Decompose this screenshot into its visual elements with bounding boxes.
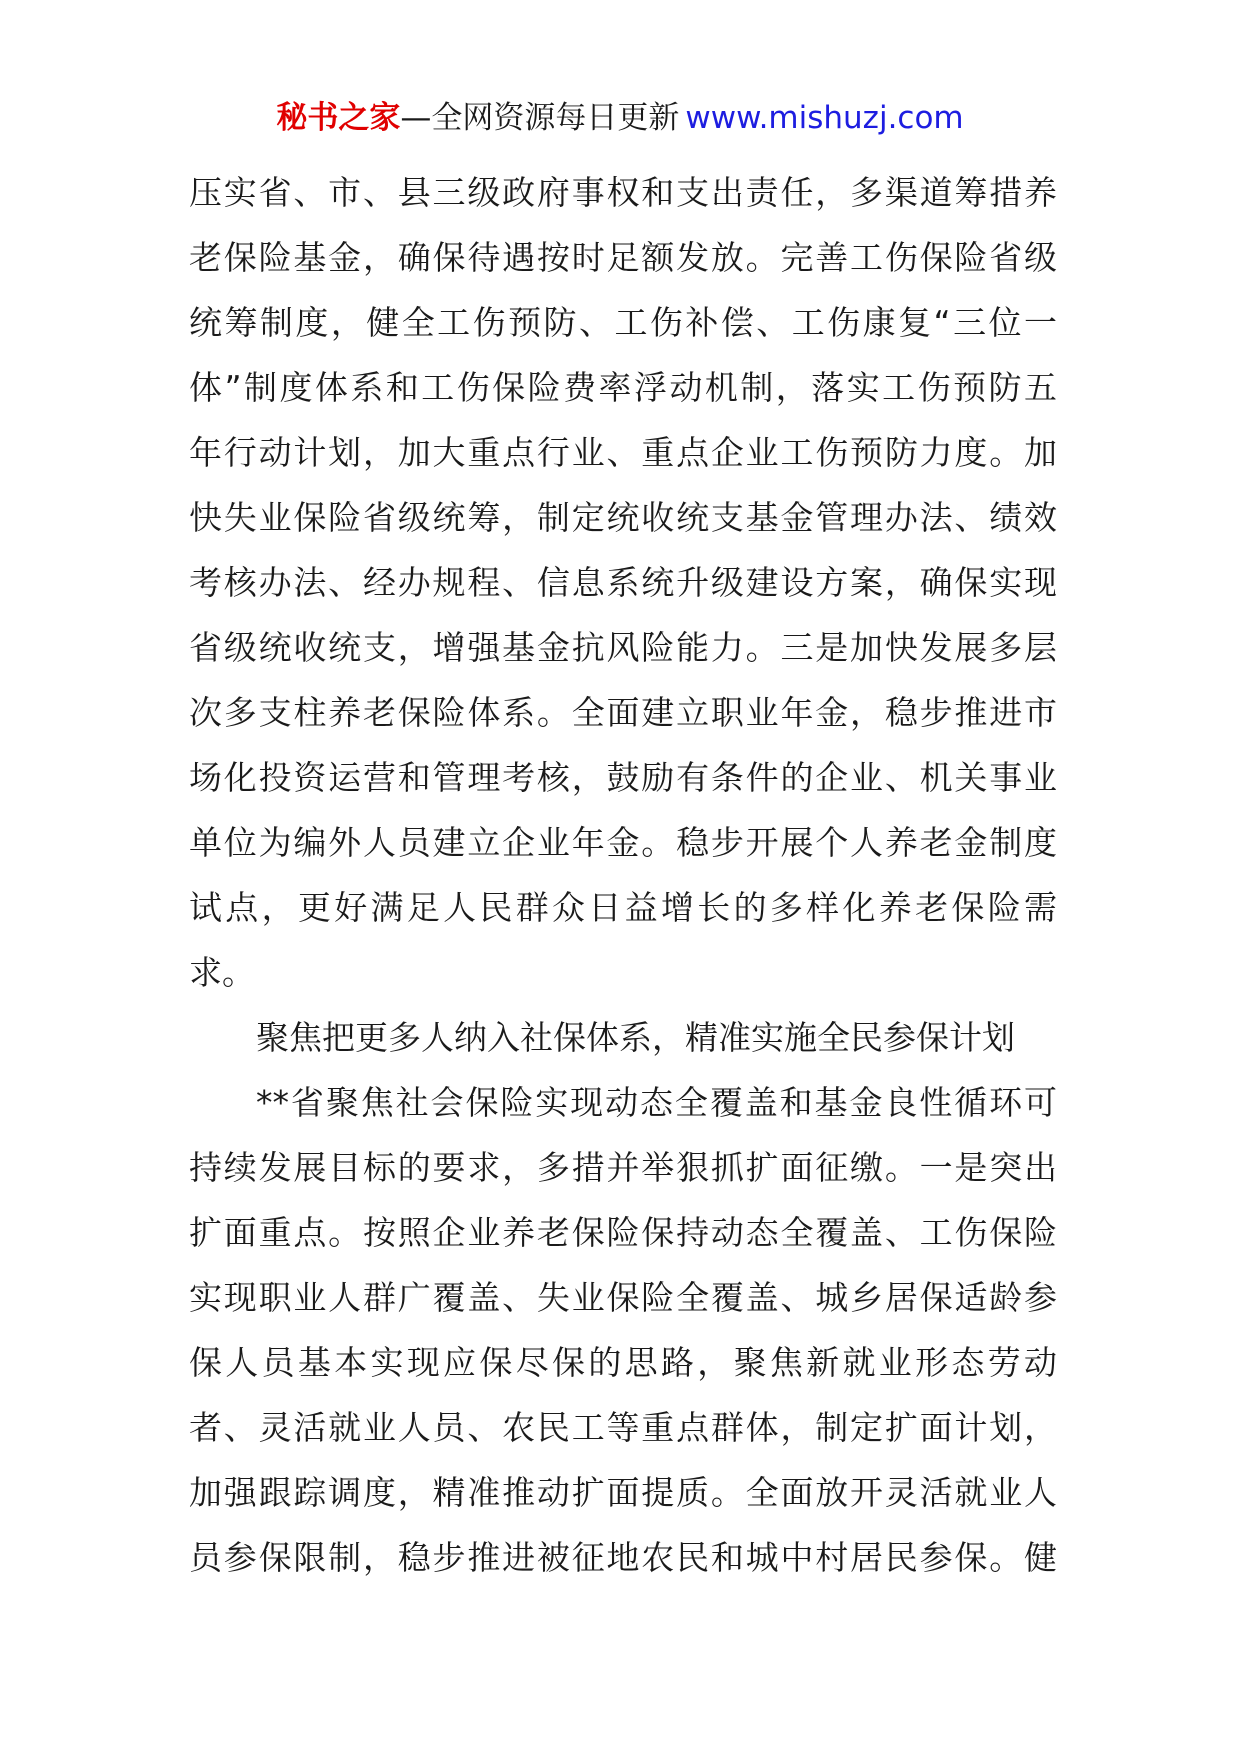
brand-name: 秘书之家 bbox=[276, 100, 401, 136]
text-line: 加强跟踪调度，精准推动扩面提质。全面放开灵活就业人 bbox=[189, 1473, 1057, 1512]
text-line: 体”制度体系和工伤保险费率浮动机制，落实工伤预防五 bbox=[189, 368, 1057, 407]
paragraph-first-line: **省聚焦社会保险实现动态全覆盖和基金良性循环可 bbox=[256, 1083, 1057, 1122]
text-line: 老保险基金，确保待遇按时足额发放。完善工伤保险省级 bbox=[189, 238, 1057, 277]
text-line: 扩面重点。按照企业养老保险保持动态全覆盖、工伤保险 bbox=[189, 1213, 1057, 1252]
text-line: 统筹制度，健全工伤预防、工伤补偿、工伤康复“三位一 bbox=[189, 303, 1057, 342]
text-line: 次多支柱养老保险体系。全面建立职业年金，稳步推进市 bbox=[189, 693, 1057, 732]
text-line: 试点，更好满足人民群众日益增长的多样化养老保险需 bbox=[189, 888, 1057, 927]
text-line: 考核办法、经办规程、信息系统升级建设方案，确保实现 bbox=[189, 563, 1057, 602]
text-line: 实现职业人群广覆盖、失业保险全覆盖、城乡居保适龄参 bbox=[189, 1278, 1057, 1317]
text-line: 年行动计划，加大重点行业、重点企业工伤预防力度。加 bbox=[189, 433, 1057, 472]
text-line: 快失业保险省级统筹，制定统收统支基金管理办法、绩效 bbox=[189, 498, 1057, 537]
text-line: 场化投资运营和管理考核，鼓励有条件的企业、机关事业 bbox=[189, 758, 1057, 797]
text-line: 求。 bbox=[189, 953, 255, 992]
text-line: 保人员基本实现应保尽保的思路，聚焦新就业形态劳动 bbox=[189, 1343, 1057, 1382]
header-slogan: —全网资源每日更新 bbox=[400, 100, 680, 136]
page-header bbox=[0, 98, 1240, 138]
section-heading: 聚焦把更多人纳入社保体系，精准实施全民参保计划 bbox=[256, 1018, 1015, 1057]
text-line: 省级统收统支，增强基金抗风险能力。三是加快发展多层 bbox=[189, 628, 1057, 667]
document-body bbox=[189, 160, 1057, 1590]
text-line: 压实省、市、县三级政府事权和支出责任，多渠道筹措养 bbox=[189, 173, 1057, 212]
text-line: 单位为编外人员建立企业年金。稳步开展个人养老金制度 bbox=[189, 823, 1057, 862]
text-line: 者、灵活就业人员、农民工等重点群体，制定扩面计划， bbox=[189, 1408, 1057, 1447]
text-line: 持续发展目标的要求，多措并举狠抓扩面征缴。一是突出 bbox=[189, 1148, 1057, 1187]
website-link[interactable]: www.mishuzj.com bbox=[685, 100, 964, 136]
text-line: 员参保限制，稳步推进被征地农民和城中村居民参保。健 bbox=[189, 1538, 1057, 1577]
